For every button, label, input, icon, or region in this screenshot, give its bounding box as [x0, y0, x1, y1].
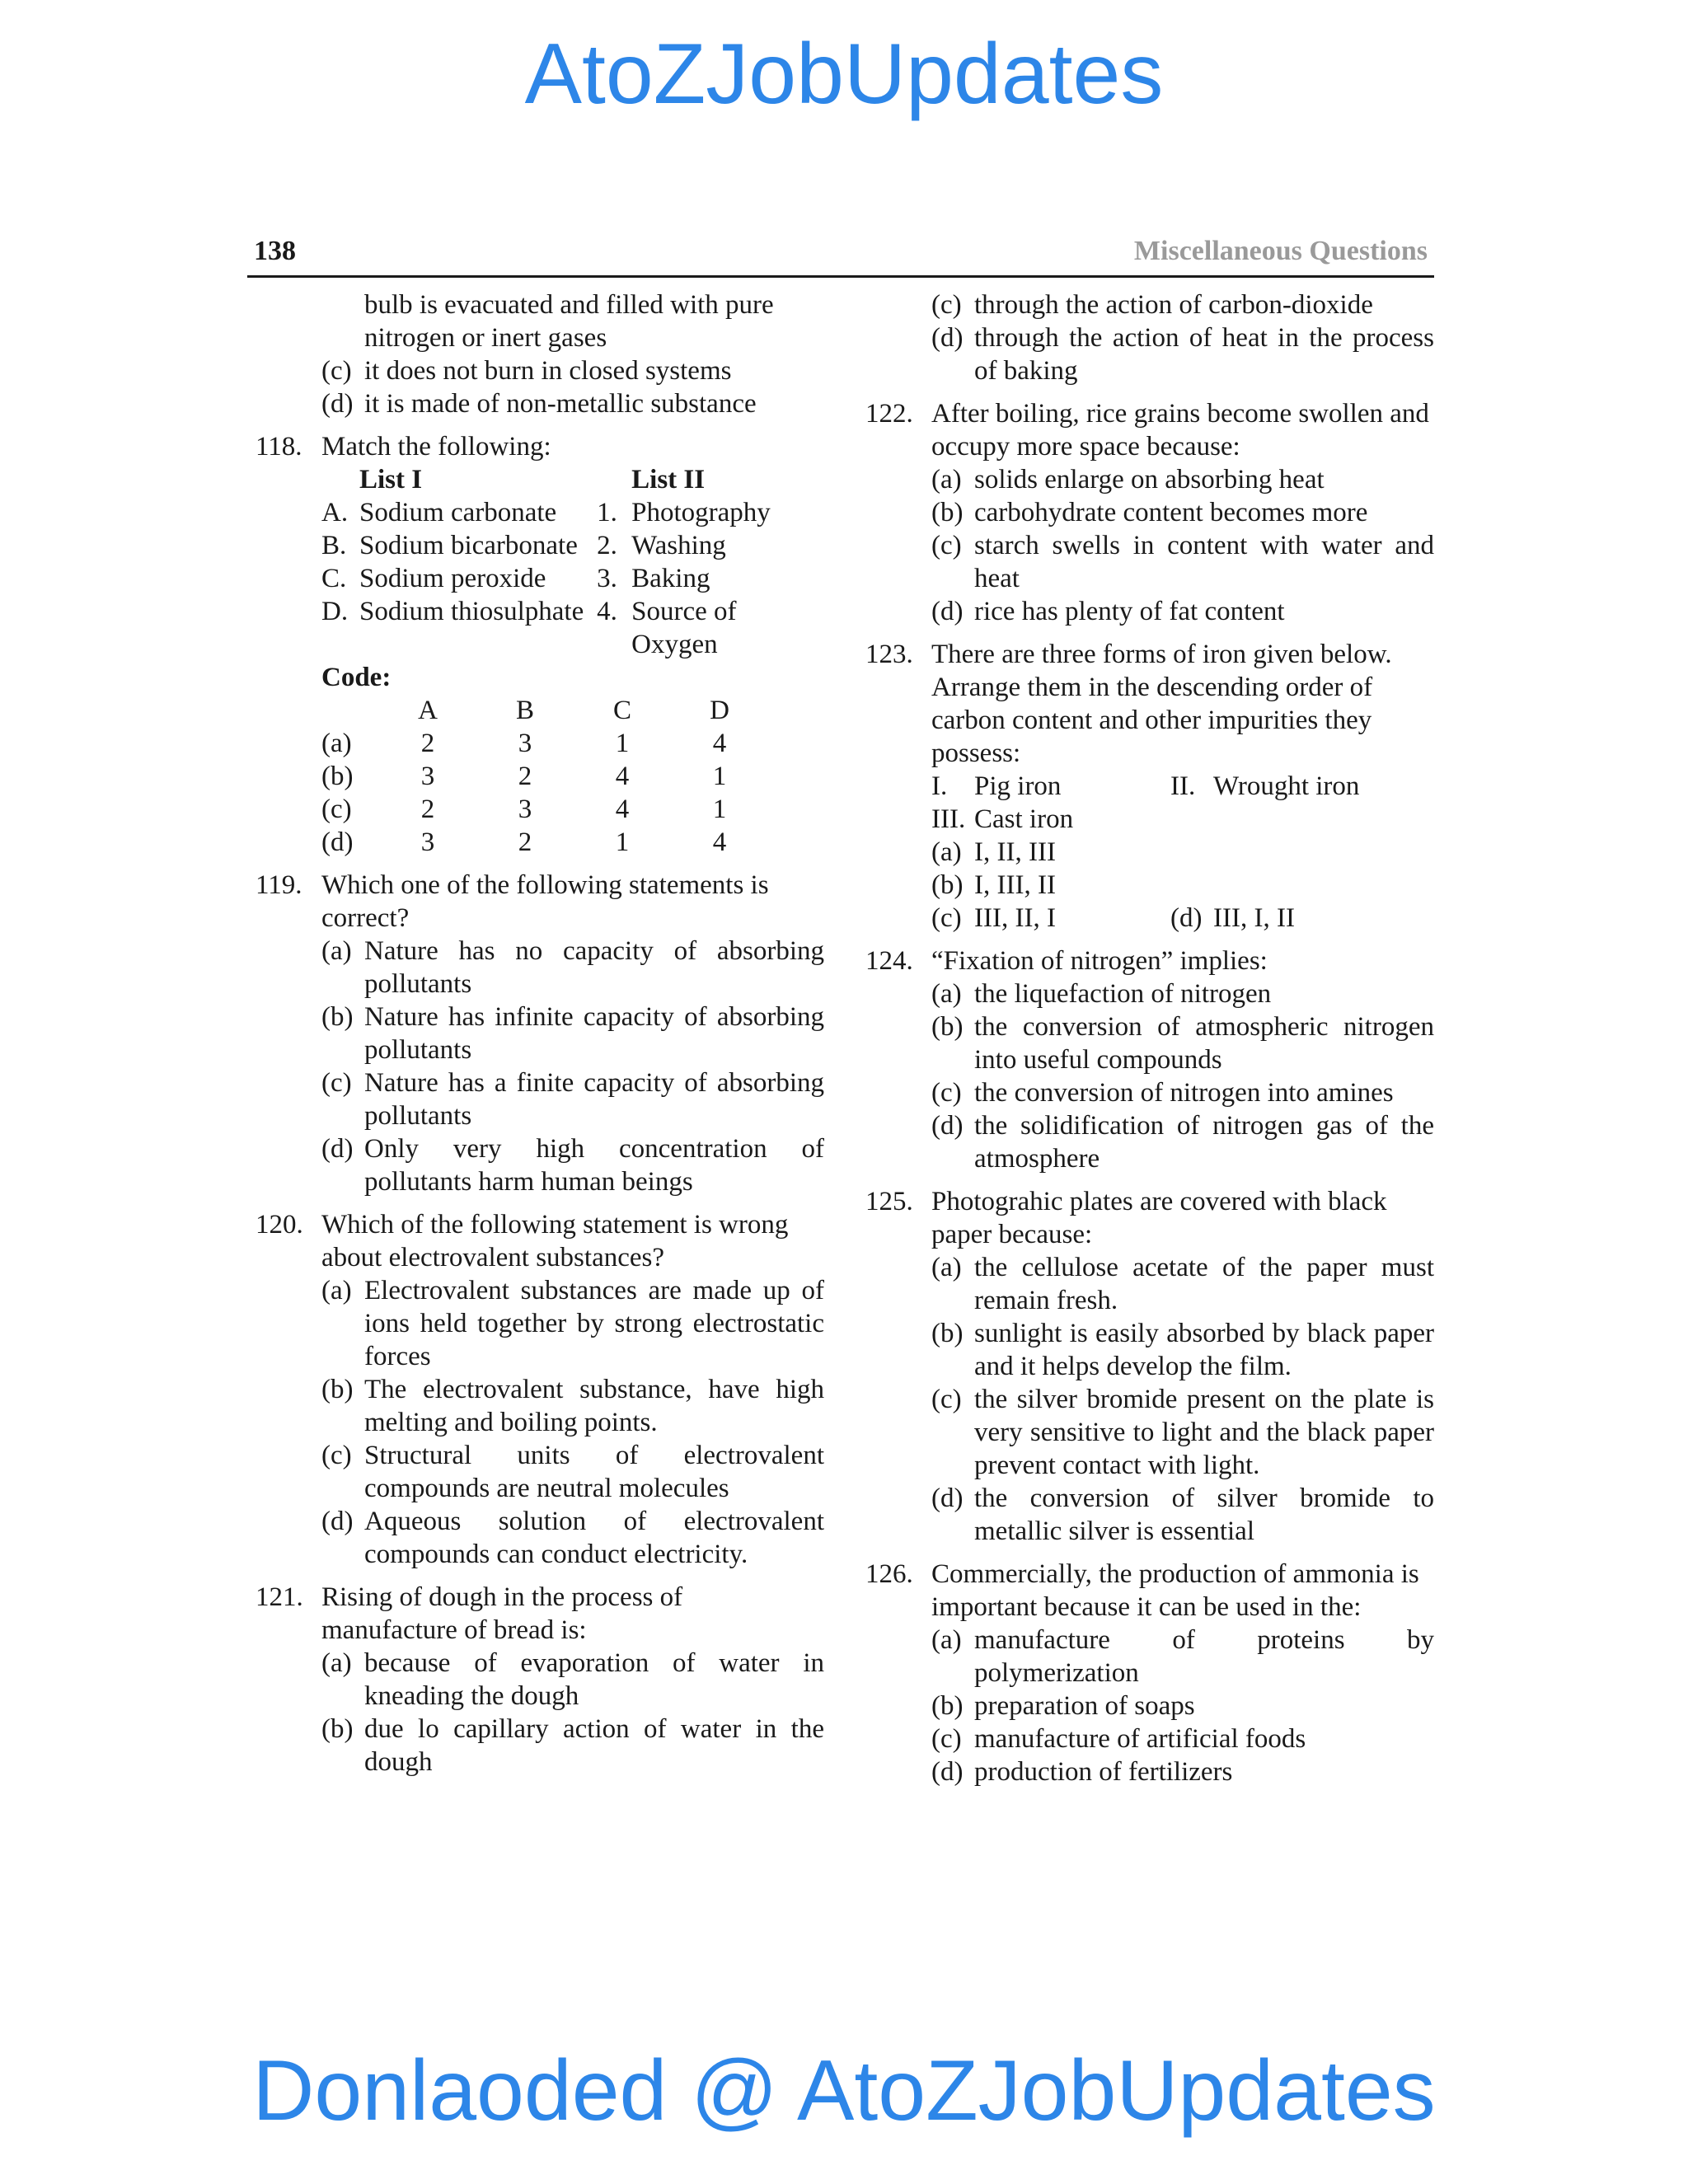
option-a: (a) manufacture of proteins by polymerization [931, 1625, 1434, 1688]
option-a: (a) the cellulose acetate of the paper must remain fresh. [931, 1253, 1434, 1315]
question-text: 125. Photograhic plates are covered with black paper because: [865, 1187, 1387, 1249]
question-121-continued [865, 288, 1434, 387]
code-row: (b) 3 2 4 1 [321, 762, 727, 791]
question-118 [256, 430, 824, 859]
option-a: (a) solids enlarge on absorbing heat [931, 465, 1325, 494]
option-d: (d) rice has plenty of fat content [931, 597, 1285, 626]
question-126 [865, 1558, 1434, 1788]
question-text: 118. Match the following: [256, 432, 551, 462]
option-b: (b) I, III, II [931, 870, 1056, 900]
question-text: 119. Which one of the following statements is correct? [256, 870, 769, 933]
option-c: (c) the conversion of nitrogen into amines [931, 1078, 1394, 1108]
page-number: 138 [254, 236, 296, 266]
iron-forms-row: I. Pig iron II. Wrought iron [931, 771, 1360, 801]
option-d: (d) the conversion of silver bromide to metallic silver is essential [931, 1483, 1434, 1546]
option-a: (a) Electrovalent substances are made up of ions held together by strong electrostatic forces [321, 1276, 824, 1371]
question-117-continued [256, 288, 824, 420]
option-d: (d) the solidification of nitrogen gas of the atmosphere [931, 1111, 1434, 1174]
option-c: (c) Structural units of electrovalent compounds are neutral molecules [321, 1441, 824, 1503]
option-b: (b) preparation of soaps [931, 1691, 1195, 1721]
question-text: 122. After boiling, rice grains become swollen and occupy more space because: [865, 399, 1429, 462]
watermark-bottom: Donlaoded @ AtoZJobUpdates [252, 2043, 1436, 2139]
option-c: (c) the silver bromide present on the plate is very sensitive to light and the black paper prevent contact with light. [931, 1385, 1434, 1480]
option-c: (c) Nature has a finite capacity of absorbing pollutants [321, 1068, 824, 1131]
option-a: (a) Nature has no capacity of absorbing pollutants [321, 936, 824, 999]
option-b: (b) due lo capillary action of water in the dough [321, 1714, 824, 1777]
list-2-heading: List II [631, 465, 706, 494]
option-c: (c) starch swells in content with water and heat [931, 531, 1434, 593]
continued-line: nitrogen or inert gases [364, 323, 607, 353]
question-text: 126. Commercially, the production of ammonia is important because it can be used in the: [865, 1559, 1419, 1622]
option-d: (d) it is made of non-metallic substance [321, 389, 757, 419]
code-row: (a) 2 3 1 4 [321, 729, 727, 758]
option-c: (c) manufacture of artificial foods [931, 1724, 1306, 1754]
code-table [321, 694, 824, 859]
options-row [931, 902, 1434, 935]
right-column [865, 288, 1434, 1798]
left-column [256, 288, 824, 1788]
option-a: (a) the liquefaction of nitrogen [931, 979, 1272, 1009]
match-row: B. Sodium bicarbonate 2. Washing [321, 531, 726, 560]
match-row: A. Sodium carbonate 1. Photography [321, 498, 771, 527]
question-119 [256, 869, 824, 1198]
running-title: Miscellaneous Questions [1133, 236, 1428, 266]
option-b: (b) Nature has infinite capacity of absorbing pollutants [321, 1002, 824, 1065]
code-label: Code: [321, 663, 392, 692]
option-c: (c) through the action of carbon-dioxide [931, 290, 1373, 320]
option-d: (d) Only very high concentration of pollutants harm human beings [321, 1134, 824, 1197]
option-b: (b) The electrovalent substance, have high melting and boiling points. [321, 1375, 824, 1437]
question-125 [865, 1185, 1434, 1548]
iron-forms-row: III. Cast iron [931, 804, 1074, 834]
option-d: (d) production of fertilizers [931, 1757, 1233, 1787]
match-row: C. Sodium peroxide 3. Baking [321, 564, 710, 593]
question-123 [865, 638, 1434, 935]
option-c: (c) III, II, I [931, 903, 1056, 933]
list-1-heading: List I [359, 465, 423, 494]
question-122 [865, 397, 1434, 628]
watermark-top: AtoZJobUpdates [524, 26, 1164, 122]
question-text: 123. There are three forms of iron given below. Arrange them in the descending order of carbon content and other impurities they possess: [865, 640, 1392, 768]
code-row: (d) 3 2 1 4 [321, 827, 727, 857]
code-row: (c) 2 3 4 1 [321, 794, 727, 824]
option-a: (a) I, II, III [931, 837, 1056, 867]
option-d: (d) Aqueous solution of electrovalent compounds can conduct electricity. [321, 1507, 824, 1569]
option-c: (c) it does not burn in closed systems [321, 356, 732, 386]
page-header [247, 236, 1434, 278]
option-b: (b) sunlight is easily absorbed by black paper and it helps develop the film. [931, 1319, 1434, 1381]
question-121 [256, 1581, 824, 1779]
option-b: (b) the conversion of atmospheric nitrogen into useful compounds [931, 1012, 1434, 1075]
option-d: (d) III, I, II [1170, 903, 1295, 933]
option-a: (a) because of evaporation of water in kneading the dough [321, 1648, 824, 1711]
option-b: (b) carbohydrate content becomes more [931, 498, 1368, 527]
continued-line: bulb is evacuated and filled with pure [364, 290, 774, 320]
question-text: 124. “Fixation of nitrogen” implies: [865, 946, 1268, 976]
question-text: 121. Rising of dough in the process of manufacture of bread is: [256, 1582, 683, 1645]
question-text: 120. Which of the following statement is wrong about electrovalent substances? [256, 1210, 789, 1272]
question-120 [256, 1208, 824, 1571]
match-table [321, 463, 824, 661]
option-d: (d) through the action of heat in the process of baking [931, 323, 1434, 386]
match-row: D. Sodium thiosulphate 4. Source of Oxygen [321, 597, 737, 659]
question-124 [865, 944, 1434, 1175]
code-header-row: A B C D [418, 696, 729, 725]
